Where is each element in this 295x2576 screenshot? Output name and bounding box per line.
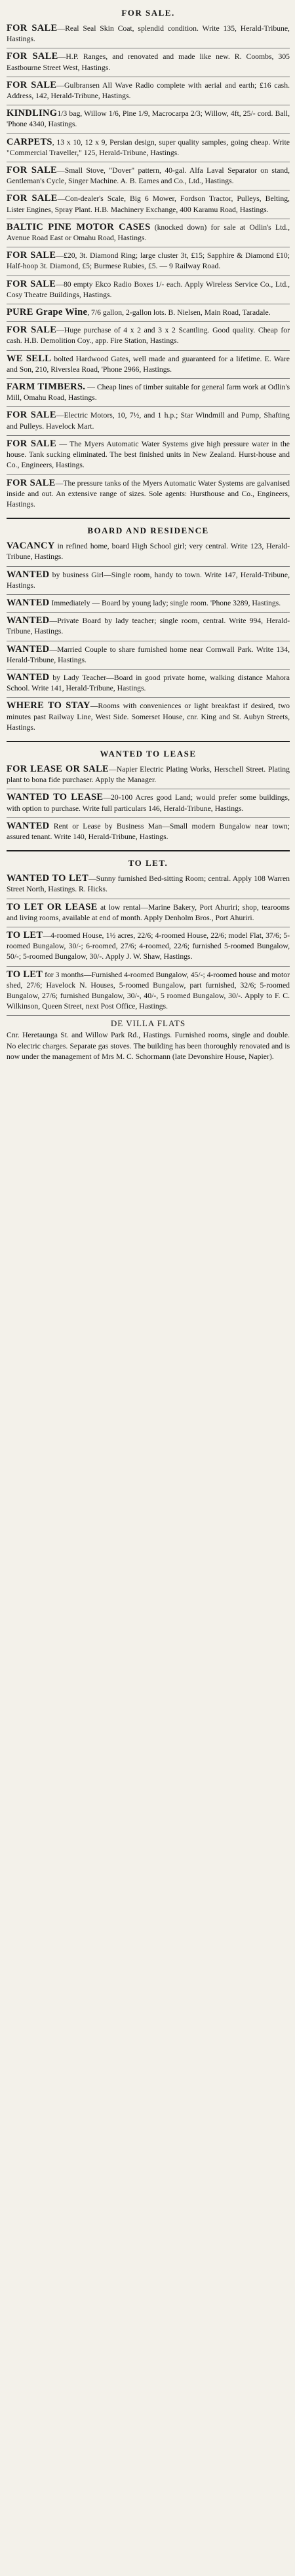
ad-body: —The pressure tanks of the Myers Automatic Water Systems are galvanised inside and out. An extensive range of sizes. Sole agents: Hursthouse and Co., Engineers, Hastings. — [7, 478, 290, 509]
ad-body: —Sunny furnished Bed-sitting Room; central. Apply 108 Warren Street North, Hastings. R. Hicks. — [7, 874, 290, 894]
ad-lead: FOR SALE — [7, 79, 57, 90]
ad-body: —80 empty Ekco Radio Boxes 1/- each. Apply Wireless Service Co., Ltd., Cosy Theatre Buildings, Hastings. — [7, 279, 290, 299]
ad-lead: WE SELL — [7, 353, 52, 364]
classified-ad — [7, 613, 290, 641]
section-heading: TO LET. — [128, 858, 168, 868]
ad-body: , 13 x 10, 12 x 9, Persian design, super quality samples, going cheap. Write "Commercial Traveller," 125, Herald-Tribune, Hastings. — [7, 137, 290, 157]
ad-lead: TO LET OR LEASE — [7, 901, 98, 912]
ad-body: in refined home, board High School girl; very central. Write 123, Herald-Tribune, Hastings. — [7, 542, 290, 562]
classified-ad — [7, 927, 290, 967]
ad-body: — Cheap lines of timber suitable for general farm work at Odlin's Mill, Omahu Road, Hastings. — [7, 383, 290, 402]
ad-lead: FARM TIMBERS. — [7, 382, 86, 393]
ad-lead: FOR SALE — [7, 438, 56, 449]
classified-ad — [7, 276, 290, 304]
ad-lead: FOR SALE — [7, 278, 56, 289]
ad-lead: WANTED — [7, 671, 50, 683]
classified-ad — [7, 304, 290, 322]
classified-ad — [7, 247, 290, 276]
classified-ad — [7, 475, 290, 514]
classified-section — [7, 850, 290, 1015]
classified-ad — [7, 670, 290, 698]
classified-ad — [7, 899, 290, 927]
ad-lead: WANTED — [7, 615, 50, 626]
ad-body: —H.P. Ranges, and renovated and made like new. R. Coombs, 305 Eastbourne Street West, Hastings. — [7, 52, 290, 72]
classified-ad — [7, 351, 290, 379]
classified-ad — [7, 789, 290, 817]
ad-lead: WANTED TO LEASE — [7, 792, 104, 803]
classified-ad — [7, 698, 290, 736]
classified-ad — [7, 407, 290, 435]
classified-ad — [7, 77, 290, 105]
section-heading: WANTED TO LEASE — [100, 748, 197, 759]
ad-body: —Rooms with conveniences or light breakfast if desired, two minutes past Railway Line, West Side. Somerset House, cnr. King and St. Aubyn Streets, Hastings. — [7, 702, 290, 732]
ad-lead: KINDLING — [7, 108, 58, 119]
ad-lead: FOR SALE — [7, 193, 58, 204]
classified-ad — [7, 48, 290, 77]
ad-lead: WANTED — [7, 820, 50, 831]
ad-body: —Married Couple to share furnished home near Cornwall Park. Write 134, Herald-Tribune, Hastings. — [7, 645, 290, 664]
ad-body: for 3 months—Furnished 4-roomed Bungalow, 45/-; 4-roomed house and motor shed, 27/6; Havelock N. Houses, 5-roomed Bungalow, part furnished, 32/6; 5-roomed Bungalow, 27/6; furnished Bungalow, 30/-, 40/-, 5 roomed Bungalow, 30/-. Apply to F. C. Wilkinson, Queen Street, next Post Office, Hastings. — [7, 970, 290, 1011]
ad-lead: FOR SALE — [7, 410, 56, 421]
classified-page — [0, 0, 295, 1074]
ad-lead: WHERE TO STAY — [7, 700, 90, 711]
ad-body: —4-roomed House, 1½ acres, 22/6; 4-roomed House, 22/6; model Flat, 37/6; 5-roomed Bungalow, 30/-; 6-roomed, 27/6; 4-roomed, 22/6; furnished 5-roomed Bungalow, 50/-; 5-roomed Bungalow, 30/-. Apply J. W. Shaw, Hastings. — [7, 931, 290, 961]
classified-ad — [7, 134, 290, 162]
ad-body: by Lady Teacher—Board in good private home, walking distance Mahora School. Write 141, Herald-Tribune, Hastings. — [7, 673, 290, 693]
villa-flats-heading: DE VILLA FLATS — [7, 1015, 290, 1030]
ad-lead: VACANCY — [7, 541, 55, 552]
classified-ad — [7, 105, 290, 134]
ad-body: 1/3 bag, Willow 1/6, Pine 1/9, Macrocarpa 2/3; Willow, 4ft, 25/- cord. Ball, 'Phone 4340, Hastings. — [7, 109, 290, 129]
ad-lead: CARPETS — [7, 136, 52, 147]
ad-body: —Small Stove, "Dover" pattern, 40-gal. Alfa Laval Separator on stand, Gentleman's Cycle, Singer Machine. A. B. Eames and Co., Ltd., Hastings. — [7, 166, 290, 186]
section-heading: FOR SALE. — [121, 8, 175, 18]
classified-ad — [7, 219, 290, 247]
ad-lead: WANTED TO LET — [7, 873, 88, 884]
ad-body: —20-100 Acres good Land; would prefer some buildings, with option to purchase. Write full particulars 146, Herald-Tribune, Hastings. — [7, 793, 290, 813]
ad-lead: PURE Grape Wine — [7, 307, 88, 318]
classified-ad — [7, 20, 290, 48]
classified-ad — [7, 436, 290, 475]
ad-body: —Electric Motors, 10, 7½, and 1 h.p.; Star Windmill and Pump, Shafting and Pulleys. Havelock Mart. — [7, 411, 290, 431]
ad-body: —£20, 3t. Diamond Ring; large cluster 3t, £15; Sapphire & Diamond £10; Half-hoop 3t. Diamond, £5; Burmese Rubies, £5. — 9 Railway Road. — [7, 251, 290, 271]
classified-ad — [7, 818, 290, 846]
classified-ad — [7, 379, 290, 407]
ad-body: , 7/6 gallon, 2-gallon lots. B. Nielsen, Main Road, Taradale. — [87, 308, 271, 317]
ad-lead: FOR SALE — [7, 23, 58, 33]
classified-ad — [7, 162, 290, 190]
ad-lead: FOR SALE — [7, 250, 56, 261]
ad-body: (knocked down) for sale at Odlin's Ltd., Avenue Road East or Omahu Road, Hastings. — [7, 223, 290, 243]
ad-lead: TO LET — [7, 969, 43, 980]
classified-ad — [7, 538, 290, 566]
ad-lead: FOR LEASE OR SALE — [7, 763, 109, 774]
ad-body: —Huge purchase of 4 x 2 and 3 x 2 Scantling. Good quality. Cheap for cash. H.B. Demolition Coy., app. Fire Station, Hastings. — [7, 326, 290, 346]
ad-body: —Napier Electric Plating Works, Herschell Street. Plating plant to bona fide purchaser. Apply the Manager. — [7, 764, 290, 785]
ad-body: —Real Seal Skin Coat, splendid condition. Write 135, Herald-Tribune, Hastings. — [7, 24, 290, 44]
classified-ad — [7, 567, 290, 595]
classified-ad — [7, 595, 290, 613]
classified-section — [7, 741, 290, 846]
ad-lead: TO LET — [7, 929, 43, 940]
ad-lead: WANTED — [7, 597, 50, 608]
classified-section — [7, 3, 290, 513]
classified-ad — [7, 322, 290, 350]
ad-body: bolted Hardwood Gates, well made and guaranteed for a lifetime. E. Ware and Son, 210, Riverslea Road, 'Phone 2966, Hastings. — [7, 354, 290, 374]
ad-body: —Gulbransen All Wave Radio complete with aerial and earth; £16 cash. Address, 142, Herald-Tribune, Hastings. — [7, 80, 290, 101]
villa-flats-body: Cnr. Heretaunga St. and Willow Park Rd., Hastings. Furnished rooms, single and double. No electric charges. Separate gas stoves. The building has been thoroughly renovated and is now under the management of Mrs M. C. Schormann (late Devonshire House, Napier). — [7, 1031, 290, 1061]
classified-ad — [7, 190, 290, 219]
ad-body: by business Girl—Single room, handy to town. Write 147, Herald-Tribune, Hastings. — [7, 570, 290, 590]
ad-lead: FOR SALE — [7, 165, 58, 176]
classified-ad — [7, 967, 290, 1016]
classified-ad — [7, 761, 290, 789]
ad-lead: FOR SALE — [7, 51, 58, 62]
ad-lead: WANTED — [7, 643, 50, 654]
ad-lead: FOR SALE — [7, 477, 56, 488]
classified-ad — [7, 641, 290, 670]
ad-body: at low rental—Marine Bakery, Port Ahuriri; shop, tearooms and living rooms, available at end of month. Apply Denholm Bros., Port Ahuriri. — [7, 903, 290, 922]
section-heading: BOARD AND RESIDENCE — [87, 526, 209, 536]
ad-body: —Con-dealer's Scale, Big 6 Mower, Fordson Tractor, Pulleys, Belting, Lister Engines, Spray Plant. H.B. Machinery Exchange, 400 Karamu Road, Hastings. — [7, 194, 290, 214]
ad-lead: FOR SALE — [7, 325, 57, 336]
ad-body: — The Myers Automatic Water Systems give high pressure water in the house. Tank sucking eliminated. The best finished units in New Zealand. Hurst-house and Co., Engineers, Hastings. — [7, 439, 290, 470]
ad-lead: WANTED — [7, 569, 50, 580]
ad-lead: BALTIC PINE MOTOR CASES — [7, 221, 151, 232]
ad-body: Rent or Lease by Business Man—Small modern Bungalow near town; assured tenant. Write 140, Herald-Tribune, Hastings. — [7, 821, 290, 841]
classified-section — [7, 518, 290, 736]
ad-body: Immediately — Board by young lady; single room. 'Phone 3289, Hastings. — [49, 598, 281, 607]
ad-body: —Private Board by lady teacher; single room, central. Write 994, Herald-Tribune, Hastings. — [7, 617, 290, 636]
classified-ad — [7, 870, 290, 899]
